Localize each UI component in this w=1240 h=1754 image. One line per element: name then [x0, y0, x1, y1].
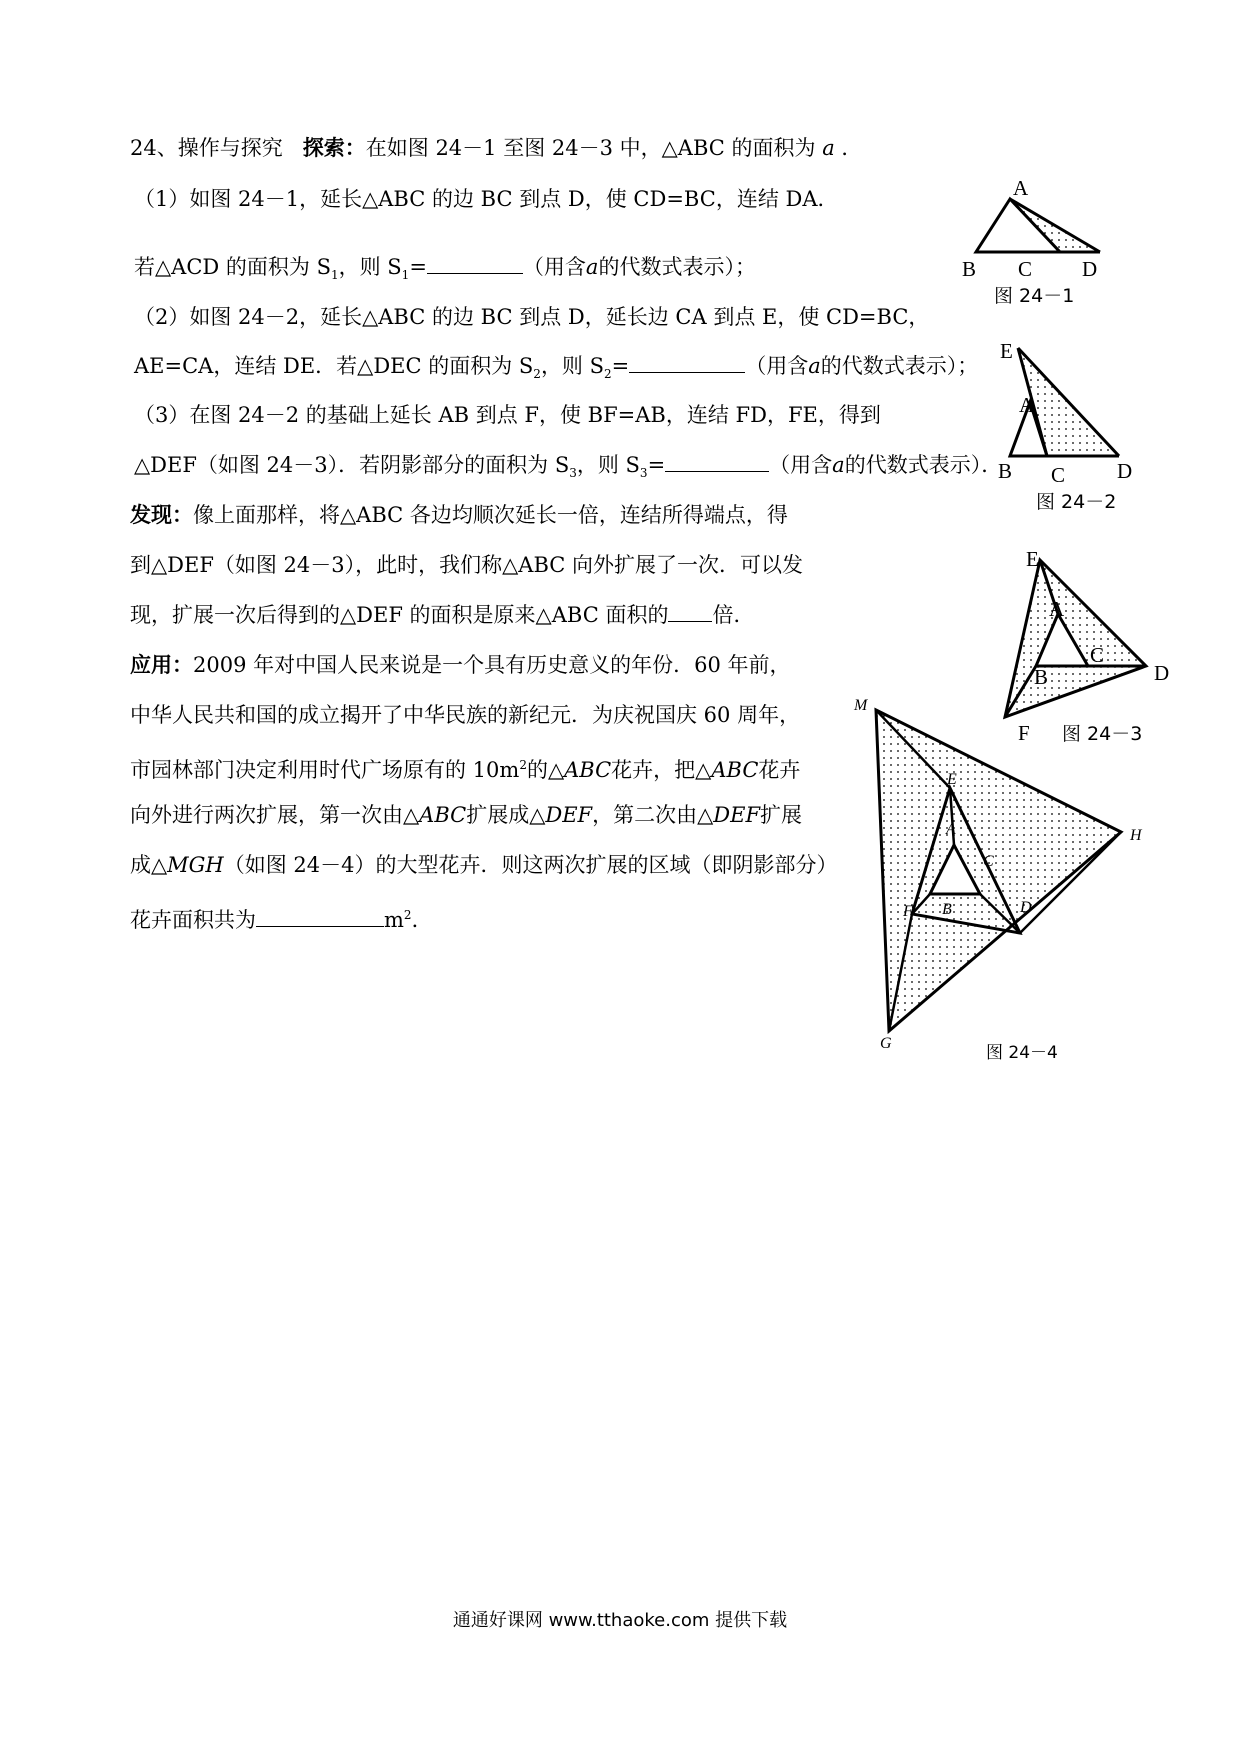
fig2-label-c: C	[1051, 463, 1066, 487]
part1-line1: （1）如图 24－1，延长△ABC 的边 BC 到点 D，使 CD=BC，连结 DA．	[134, 187, 839, 211]
fig1-caption: 图 24－1	[994, 285, 1075, 307]
fig1-label-b: B	[962, 257, 977, 281]
fig1-label-c: C	[1018, 257, 1033, 281]
discovery-label: 发现：	[130, 502, 193, 527]
fig3-caption: 图 24－3	[1062, 723, 1143, 745]
fig4-label-m: M	[854, 697, 868, 714]
fig4-label-b: B	[942, 901, 952, 918]
fig3-label-f: F	[1018, 721, 1030, 745]
fig3-triangle-def	[1005, 560, 1146, 717]
fig2-label-e: E	[1000, 339, 1013, 363]
fig4-label-d: D	[1020, 899, 1032, 916]
figure-24-1	[962, 176, 1100, 307]
part2-line1: （2）如图 24－2，延长△ABC 的边 BC 到点 D，延长边 CA 到点 E，使 CD=BC，	[134, 305, 930, 329]
fig2-label-b: B	[998, 459, 1013, 483]
fig3-label-a: A	[1049, 597, 1065, 621]
page-footer: 通通好课网 www.tthaoke.com 提供下载	[452, 1610, 788, 1631]
figure-24-4	[853, 697, 1143, 1063]
application-line3: 市园林部门决定利用时代广场原有的 $10m^2$的△ABC花卉，把△ABC花卉	[130, 758, 801, 782]
fig2-caption: 图 24－2	[1036, 491, 1117, 513]
fig4-label-f: F	[903, 903, 913, 920]
application-line1: 应用：2009 年对中国人民来说是一个具有历史意义的年份．60 年前，	[130, 652, 791, 677]
fig3-label-c: C	[1090, 643, 1105, 667]
application-label: 应用：	[130, 652, 193, 677]
part1-line2: 若△ACD 的面积为 $S_1$，则 $S_1=$ （用含a的代数式表示）；	[134, 255, 756, 283]
fig3-label-d: D	[1154, 661, 1170, 685]
fig3-label-e: E	[1026, 547, 1039, 571]
application-line4: 向外进行两次扩展，第一次由△ABC扩展成△DEF，第二次由△DEF扩展	[130, 803, 803, 827]
fig4-label-h: H	[1130, 827, 1142, 844]
fig4-label-g: G	[880, 1035, 892, 1052]
discovery-line1: 发现：像上面那样，将△ABC 各边均顺次延长一倍，连结所得端点，得	[130, 502, 788, 527]
fig1-label-d: D	[1082, 257, 1098, 281]
part3-line1: （3）在图 24－2 的基础上延长 AB 到点 F，使 BF=AB，连结 FD，FE，得到	[134, 403, 881, 427]
application-line5: 成△MGH（如图 24－4）的大型花卉．则这两次扩展的区域（即阴影部分）	[130, 853, 838, 877]
application-line2: 中华人民共和国的成立揭开了中华民族的新纪元．为庆祝国庆 60 周年，	[130, 703, 801, 727]
fig3-label-b: B	[1034, 665, 1049, 689]
application-line6: 花卉面积共为 $m^2$．	[130, 908, 433, 932]
fig2-label-d: D	[1117, 459, 1133, 483]
fig4-label-a: A	[946, 821, 956, 838]
problem-heading: 24、操作与探究 探索：在如图 24－1 至图 24－3 中，△ABC 的面积为 a ．	[130, 135, 863, 160]
fig4-caption: 图 24－4	[986, 1043, 1058, 1063]
discovery-line3: 现，扩展一次后得到的△DEF 的面积是原来△ABC 面积的 倍．	[130, 603, 755, 627]
part2-line2: AE=CA，连结 DE．若△DEC 的面积为 $S_2$，则 $S_2=$ （用含a的代数式表示）；	[134, 354, 979, 382]
explore-label: 探索：	[302, 135, 366, 160]
fig4-label-c: C	[983, 853, 994, 870]
figure-24-3	[1005, 547, 1169, 745]
discovery-line2: 到△DEF（如图 24－3），此时，我们称△ABC 向外扩展了一次．可以发	[130, 553, 804, 577]
figure-24-2	[998, 339, 1132, 513]
fig2-label-a: A	[1019, 393, 1035, 417]
part3-line2: △DEF（如图 24－3）．若阴影部分的面积为 $S_3$，则 $S_3=$ （用含a的代数式表示）．	[134, 453, 1003, 481]
fig4-label-e: E	[947, 771, 957, 788]
fig1-label-a: A	[1013, 176, 1029, 200]
